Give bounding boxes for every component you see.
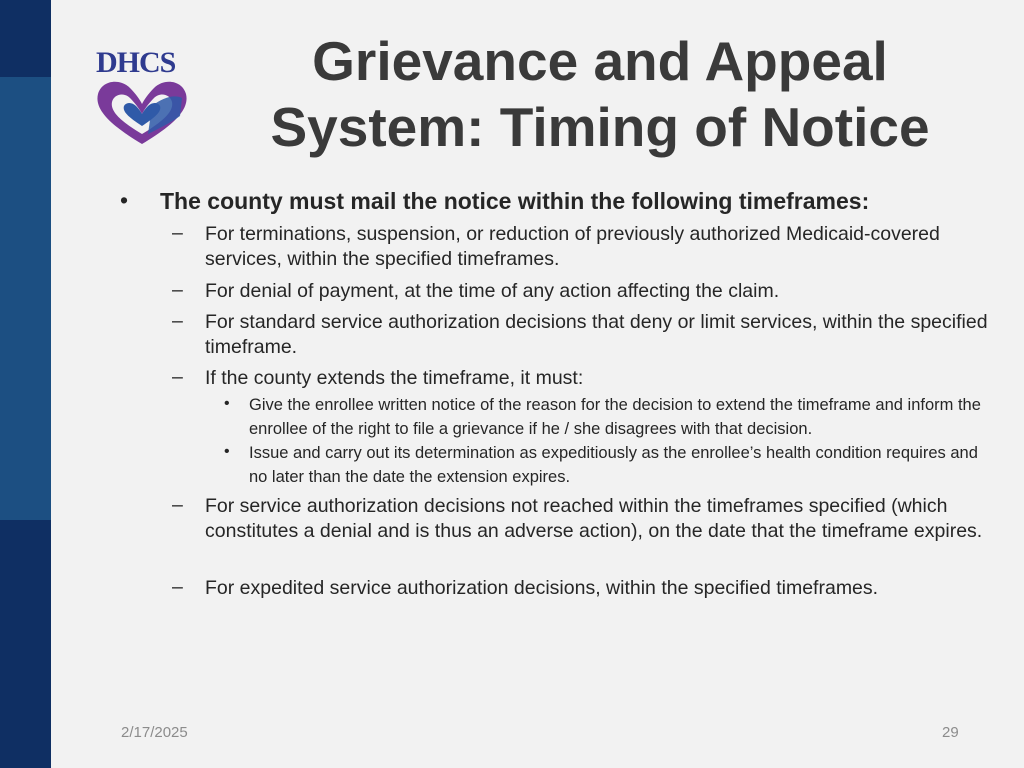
dash-icon: – — [172, 576, 183, 598]
title-line-2: System: Timing of Notice — [270, 96, 930, 158]
sub-list-item: Issue and carry out its determination as expeditiously as the enrollee’s health condition requires and no later than the date the extension expires. — [249, 444, 978, 486]
side-bar-top — [0, 0, 51, 77]
dash-icon: – — [172, 279, 183, 301]
list-item: For standard service authorization decisions that deny or limit services, within the specified timeframe. — [205, 311, 988, 358]
sub-bullet-icon: • — [224, 443, 230, 460]
list-item: If the county extends the timeframe, it must: — [205, 367, 584, 389]
logo-text: DHCS — [96, 46, 176, 79]
dhcs-logo — [88, 40, 198, 150]
side-bar-middle — [0, 77, 51, 520]
list-item: For expedited service authorization decisions, within the specified timeframes. — [205, 577, 879, 599]
page-number: 29 — [942, 724, 959, 741]
slide-title — [240, 28, 960, 160]
side-bar — [0, 0, 51, 768]
sub-list-item: Give the enrollee written notice of the reason for the decision to extend the timeframe and inform the enrollee of the right to file a grievance if he / she disagrees with that decision. — [249, 396, 981, 438]
main-bullet-text: The county must mail the notice within the following timeframes: — [160, 188, 870, 214]
sub-bullet-icon: • — [224, 395, 230, 412]
side-bar-bottom — [0, 520, 51, 768]
list-item: For denial of payment, at the time of any action affecting the claim. — [205, 280, 780, 302]
dash-icon: – — [172, 310, 183, 332]
heart-hands-icon — [92, 76, 192, 146]
dash-icon: – — [172, 366, 183, 388]
footer-date: 2/17/2025 — [121, 724, 188, 741]
list-item: For service authorization decisions not reached within the timeframes specified (which constitutes a denial and is thus an adverse action), on the date that the timeframe expires. — [205, 495, 983, 542]
list-item: For terminations, suspension, or reduction of previously authorized Medicaid-covered services, within the specified timeframes. — [205, 223, 940, 270]
main-bullet-icon: • — [120, 187, 129, 213]
dash-icon: – — [172, 494, 183, 516]
title-line-1: Grievance and Appeal — [312, 30, 888, 92]
dash-icon: – — [172, 222, 183, 244]
